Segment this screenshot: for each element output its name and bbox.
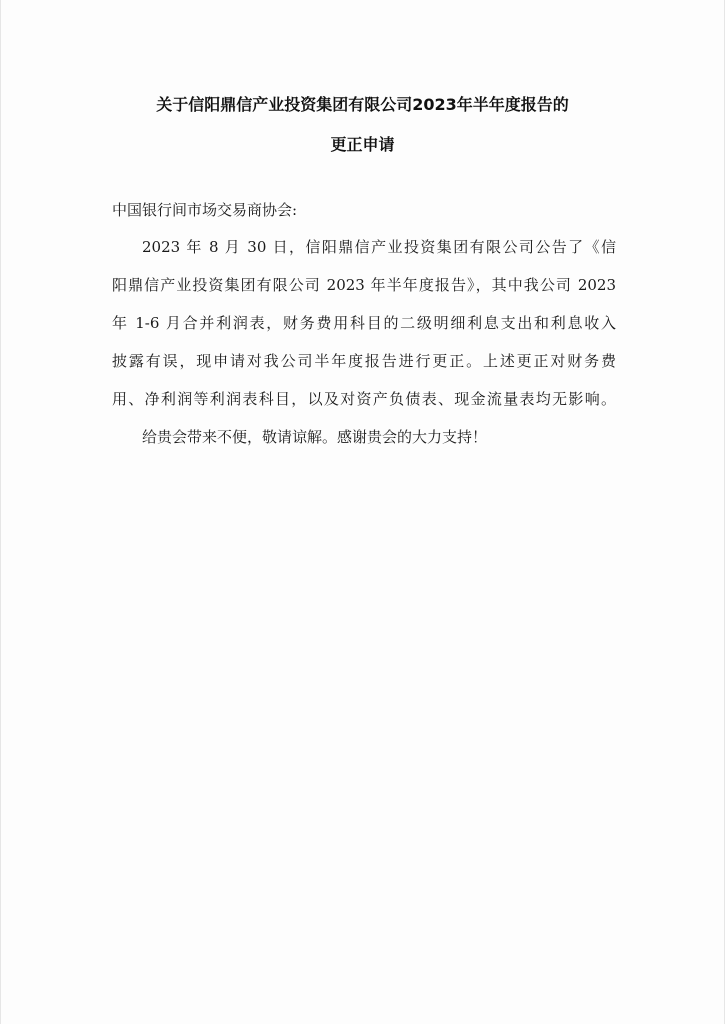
document-title-line-1: 关于信阳鼎信产业投资集团有限公司2023年半年度报告的 xyxy=(156,95,569,114)
paragraph-1-line-5: 用、净利润等利润表科目，以及对资产负债表、现金流量表均无影响。 xyxy=(112,390,616,408)
document-title-line-2: 更正申请 xyxy=(330,135,395,154)
paragraph-1-line-3: 年 1-6 月合并利润表，财务费用科目的二级明细利息支出和利息收入 xyxy=(112,314,616,332)
paragraph-1-line-1: 2023 年 8 月 30 日，信阳鼎信产业投资集团有限公司公告了《信 xyxy=(142,238,616,256)
paragraph-2: 给贵会带来不便，敬请谅解。感谢贵会的大力支持！ xyxy=(142,428,488,446)
salutation: 中国银行间市场交易商协会: xyxy=(112,201,298,219)
paragraph-1-line-4: 披露有误，现申请对我公司半年度报告进行更正。上述更正对财务费 xyxy=(112,352,616,370)
paragraph-1-line-2: 阳鼎信产业投资集团有限公司 2023 年半年度报告》，其中我公司 2023 xyxy=(112,276,616,294)
